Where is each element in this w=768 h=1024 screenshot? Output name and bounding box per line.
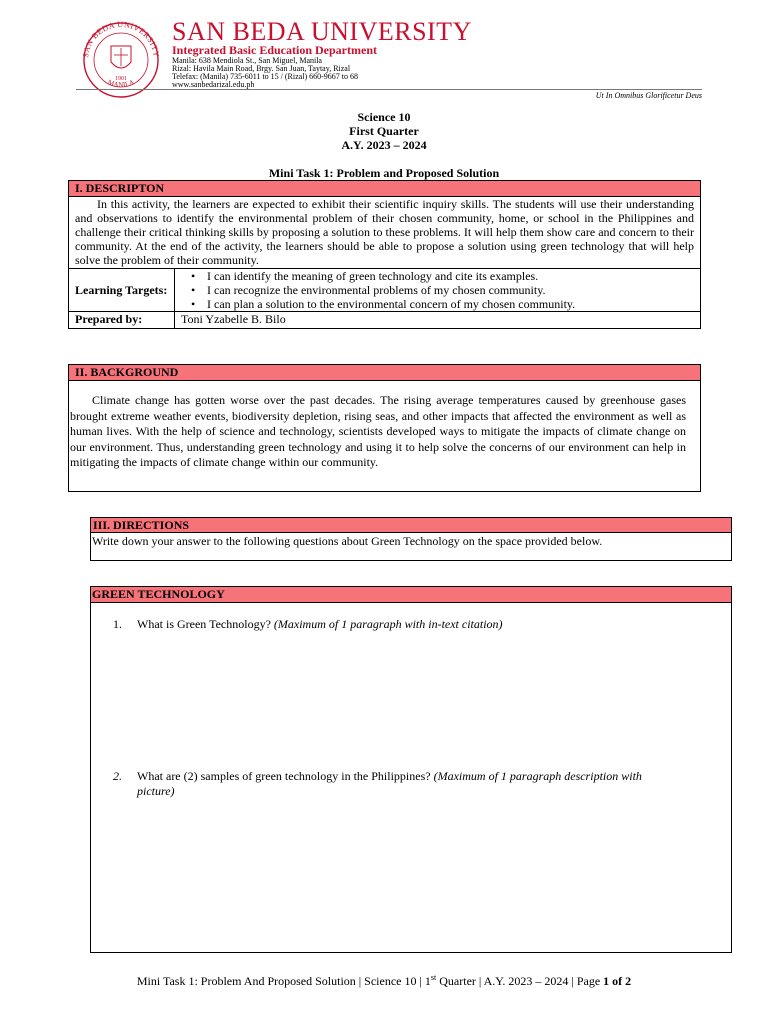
question-text: What is Green Technology?: [137, 617, 274, 631]
website-link[interactable]: www.sanbedarizal.edu.ph: [172, 80, 255, 89]
svg-text:MANILA: MANILA: [106, 78, 136, 89]
address-rizal: Rizal: Havila Main Road, Brgy. San Juan, Taytay, Rizal: [172, 64, 351, 73]
svg-text:SAN BEDA UNIVERSITY: SAN BEDA UNIVERSITY: [81, 19, 161, 59]
footer-text: Mini Task 1: Problem And Proposed Solution | Science 10 | 1: [136, 974, 431, 988]
directions-text: Write down your answer to the following questions about Green Technology on the space provided below.: [92, 534, 603, 548]
svg-text:1901: 1901: [115, 76, 127, 82]
learning-target-item: • I can identify the meaning of green technology and cite its examples.: [189, 269, 694, 283]
question-note: (Maximum of 1 paragraph description with picture): [137, 769, 642, 798]
quarter-title: First Quarter: [349, 124, 419, 138]
telefax: Telefax: (Manila) 735-6011 to 15 / (Rizal) 660-9667 to 68: [172, 72, 358, 81]
background-section: [68, 364, 701, 492]
learning-targets-label: Learning Targets:: [69, 269, 175, 312]
background-text: Climate change has gotten worse over the past decades. The rising average temperatures caused by greenhouse gases brought extreme weather events, biodiversity depletion, rising seas, and other impacts that affected the environment as well as human lives. With the help of science and technology, scientists developed ways to mitigate the impacts of climate change on our environment. Thus, understanding green technology and using it to help solve the concerns of our environment can help in mitigating the impacts of climate change within our community.: [70, 393, 686, 469]
prepared-by-name: Toni Yzabelle B. Bilo: [175, 312, 701, 329]
question-note: (Maximum of 1 paragraph with in-text citation): [273, 617, 503, 631]
subject-title: Science 10: [357, 110, 411, 124]
description-text: In this activity, the learners are expected to exhibit their scientific inquiry skills. The students will use their understanding and observations to identify the environmental problem of their chosen community, home, or school in the Philippines and challenge their critical thinking skills by proposing a solution to these problems. It will help them show care and concern to their community. At the end of the activity, the learners should be able to propose a solution using green technology that will help solve the problem of their community.: [69, 197, 701, 269]
learning-targets-list: [175, 269, 701, 312]
header-divider: [76, 89, 702, 90]
background-heading: II. BACKGROUND: [69, 365, 700, 381]
question-text: What are (2) samples of green technology in the Philippines?: [137, 769, 434, 783]
motto: Ut In Omnibus Glorificetur Deus: [595, 91, 702, 100]
page-number: 1: [603, 974, 610, 988]
university-name: SAN BEDA UNIVERSITY: [172, 17, 472, 46]
department-name: Integrated Basic Education Department: [172, 43, 377, 57]
learning-target-item: • I can recognize the environmental problems of my chosen community.: [189, 283, 694, 297]
page-footer: [0, 973, 768, 989]
directions-heading: III. DIRECTIONS: [91, 518, 731, 533]
footer-text-mid: Quarter | A.Y. 2023 – 2024 | Page: [436, 974, 604, 988]
university-seal-logo: [76, 18, 166, 98]
learning-target-item: • I can plan a solution to the environmental concern of my chosen community.: [189, 297, 694, 311]
green-technology-section[interactable]: [90, 586, 732, 953]
footer-superscript: st: [430, 973, 437, 982]
question-number: 2.: [113, 769, 122, 783]
page-of: of: [609, 974, 626, 988]
academic-year-title: A.Y. 2023 – 2024: [341, 138, 427, 152]
description-heading: I. DESCRIPTON: [69, 181, 701, 197]
directions-section: [90, 517, 732, 561]
question-number: 1.: [113, 617, 122, 631]
description-table: [68, 180, 701, 329]
task-title: Mini Task 1: Problem and Proposed Solution: [268, 166, 500, 180]
address-manila: Manila: 638 Mendiola St., San Miguel, Manila: [172, 56, 322, 65]
prepared-by-label: Prepared by:: [69, 312, 175, 329]
green-technology-heading: GREEN TECHNOLOGY: [91, 587, 731, 603]
page-total: 2: [625, 974, 632, 988]
